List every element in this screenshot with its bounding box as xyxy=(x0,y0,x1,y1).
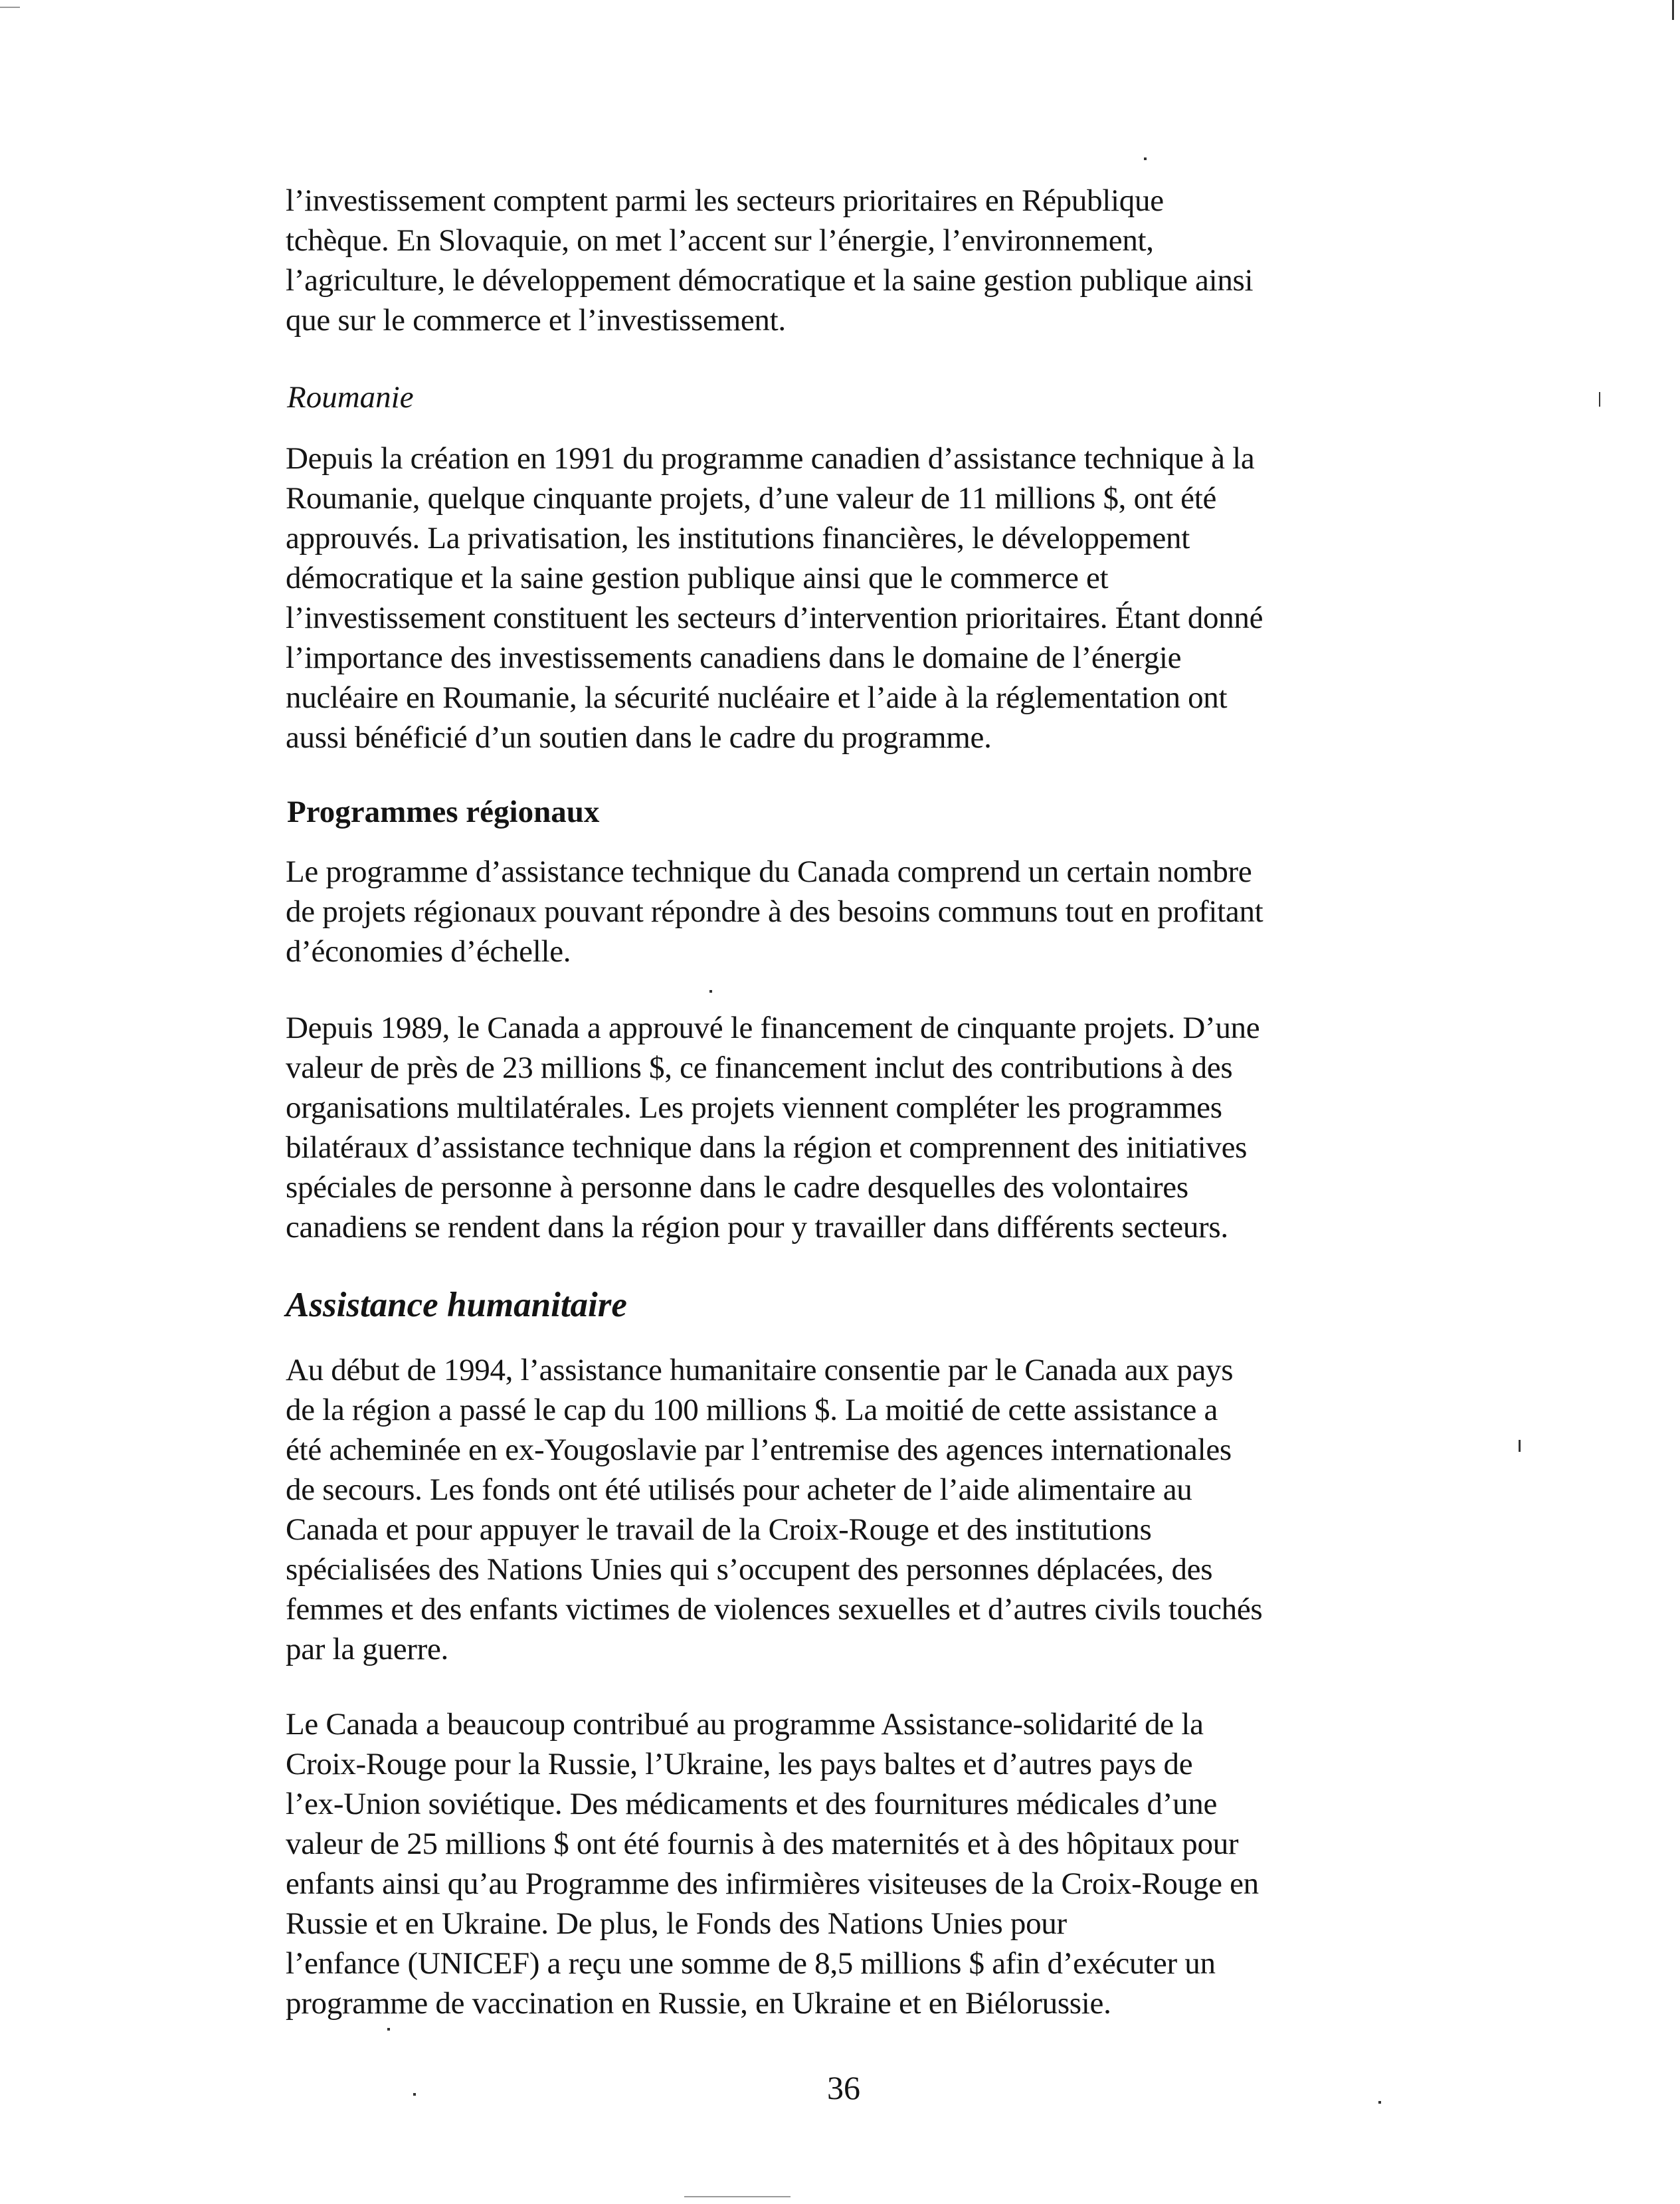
subheading-roumanie: Roumanie xyxy=(287,380,414,415)
text-line: l’investissement constituent les secteurs d’intervention prioritaires. Étant donné xyxy=(286,601,1263,635)
scan-corner-mark xyxy=(0,7,20,8)
text-line: l’importance des investissements canadiens dans le domaine de l’énergie xyxy=(286,641,1182,675)
paragraph-roumanie xyxy=(286,439,1415,757)
subheading-programmes-regionaux: Programmes régionaux xyxy=(287,795,600,829)
text-line: valeur de près de 23 millions $, ce financement inclut des contributions à des xyxy=(286,1051,1233,1085)
text-line: spéciales de personne à personne dans le cadre desquelles des volontaires xyxy=(286,1170,1188,1205)
paragraph-republique-tcheque xyxy=(286,181,1415,340)
scan-dust-speck xyxy=(413,2093,416,2096)
section-heading-assistance-humanitaire: Assistance humanitaire xyxy=(286,1286,627,1324)
text-line: aussi bénéficié d’un soutien dans le cadre du programme. xyxy=(286,720,992,755)
text-line: Canada et pour appuyer le travail de la Croix-Rouge et des institutions xyxy=(286,1512,1152,1547)
text-line: valeur de 25 millions $ ont été fournis à des maternités et à des hôpitaux pour xyxy=(286,1827,1239,1861)
scan-bottom-mark xyxy=(684,2196,791,2197)
scan-edge-mark xyxy=(1599,392,1600,407)
paragraph-assistance-1994 xyxy=(286,1350,1415,1669)
text-line: tchèque. En Slovaquie, on met l’accent sur l’énergie, l’environnement, xyxy=(286,223,1154,258)
scan-dust-speck xyxy=(1378,2101,1381,2104)
text-line: démocratique et la saine gestion publique ainsi que le commerce et xyxy=(286,561,1109,595)
text-line: de projets régionaux pouvant répondre à des besoins communs tout en profitant xyxy=(286,894,1263,929)
text-line: que sur le commerce et l’investissement. xyxy=(286,303,786,338)
text-line: programme de vaccination en Russie, en Ukraine et en Biélorussie. xyxy=(286,1986,1111,2021)
text-line: nucléaire en Roumanie, la sécurité nucléaire et l’aide à la réglementation ont xyxy=(286,680,1228,715)
text-line: Croix-Rouge pour la Russie, l’Ukraine, les pays baltes et d’autres pays de xyxy=(286,1747,1193,1781)
text-line: de la région a passé le cap du 100 millions $. La moitié de cette assistance a xyxy=(286,1393,1218,1427)
text-line: l’enfance (UNICEF) a reçu une somme de 8,5 millions $ afin d’exécuter un xyxy=(286,1946,1216,1981)
text-line: l’agriculture, le développement démocratique et la saine gestion publique ainsi xyxy=(286,263,1254,298)
paragraph-depuis-1989 xyxy=(286,1008,1415,1247)
text-line: enfants ainsi qu’au Programme des infirmières visiteuses de la Croix-Rouge en xyxy=(286,1866,1259,1901)
scan-edge-mark xyxy=(1672,0,1674,20)
text-line: Depuis 1989, le Canada a approuvé le financement de cinquante projets. D’une xyxy=(286,1011,1260,1045)
text-line: approuvés. La privatisation, les institutions financières, le développement xyxy=(286,521,1190,555)
scan-dust-speck xyxy=(1144,157,1147,160)
paragraph-programme-regional xyxy=(286,852,1415,971)
page-number: 36 xyxy=(827,2069,860,2106)
scan-edge-mark xyxy=(1519,1440,1521,1452)
scan-dust-speck xyxy=(387,2028,390,2031)
text-line: Le Canada a beaucoup contribué au programme Assistance-solidarité de la xyxy=(286,1707,1204,1742)
text-line: Le programme d’assistance technique du Canada comprend un certain nombre xyxy=(286,854,1252,889)
text-line: Russie et en Ukraine. De plus, le Fonds des Nations Unies pour xyxy=(286,1906,1067,1941)
text-line: spécialisées des Nations Unies qui s’occupent des personnes déplacées, des xyxy=(286,1552,1213,1587)
text-line: Depuis la création en 1991 du programme canadien d’assistance technique à la xyxy=(286,441,1255,476)
text-line: l’ex-Union soviétique. Des médicaments et des fournitures médicales d’une xyxy=(286,1787,1218,1821)
text-line: d’économies d’échelle. xyxy=(286,934,571,969)
text-line: Roumanie, quelque cinquante projets, d’une valeur de 11 millions $, ont été xyxy=(286,481,1217,516)
text-line: par la guerre. xyxy=(286,1632,449,1666)
text-line: été acheminée en ex-Yougoslavie par l’entremise des agences internationales xyxy=(286,1433,1232,1467)
text-line: de secours. Les fonds ont été utilisés pour acheter de l’aide alimentaire au xyxy=(286,1472,1192,1507)
scan-dust-speck xyxy=(709,990,712,993)
text-line: organisations multilatérales. Les projets viennent compléter les programmes xyxy=(286,1090,1222,1125)
text-line: canadiens se rendent dans la région pour y travailler dans différents secteurs. xyxy=(286,1210,1228,1245)
text-line: Au début de 1994, l’assistance humanitaire consentie par le Canada aux pays xyxy=(286,1353,1234,1387)
text-line: l’investissement comptent parmi les secteurs prioritaires en République xyxy=(286,183,1164,218)
paragraph-croix-rouge xyxy=(286,1704,1415,2023)
text-line: femmes et des enfants victimes de violences sexuelles et d’autres civils touchés xyxy=(286,1592,1263,1627)
text-line: bilatéraux d’assistance technique dans la région et comprennent des initiatives xyxy=(286,1130,1248,1165)
